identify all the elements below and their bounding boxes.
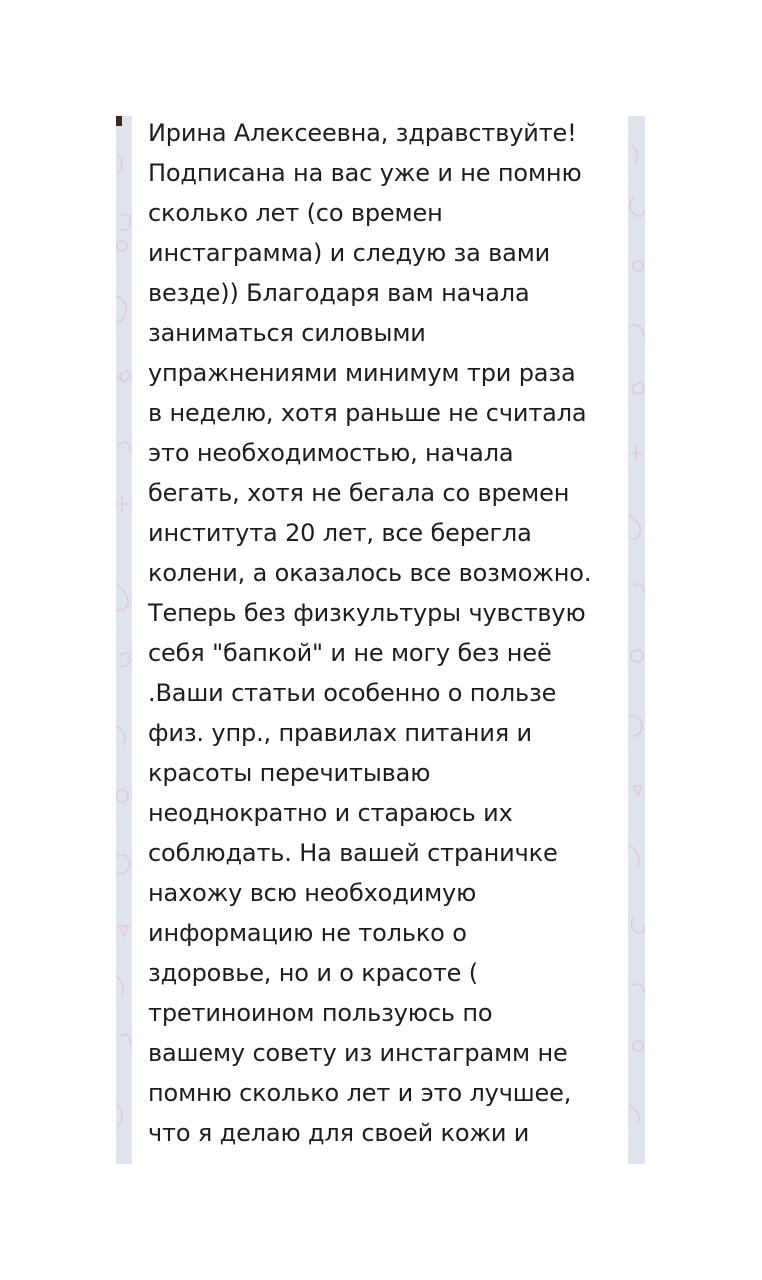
message-text: Ирина Алексеевна, здравствуйте! Подписана на вас уже и не помню сколько лет (со времен инстаграмма) и следую за вами везде)) Благодаря вам начала заниматься силовыми упражнениями минимум три раза в неделю, хотя раньше не считала это необходимостью, начала бегать, хотя не бегала со времен института 20 лет, все берегла колени, а оказалось все возможно. Теперь без физкультуры чувствую себя "бапкой" и не могу без неё .Ваши статьи особенно о пользе физ. упр., правилах питания и красоты перечитываю неоднократно и стараюсь их соблюдать. На вашей страничке нахожу всю необходимую информацию не только о здоровье, но и о красоте ( третиноином пользуюсь по вашему совету из инстаграмм не помню сколько лет и это лучшее, что я делаю для своей кожи и (148, 119, 592, 1147)
bubble-tail-mark (116, 116, 122, 126)
chat-screenshot (116, 116, 645, 1164)
message-bubble (132, 116, 628, 1164)
